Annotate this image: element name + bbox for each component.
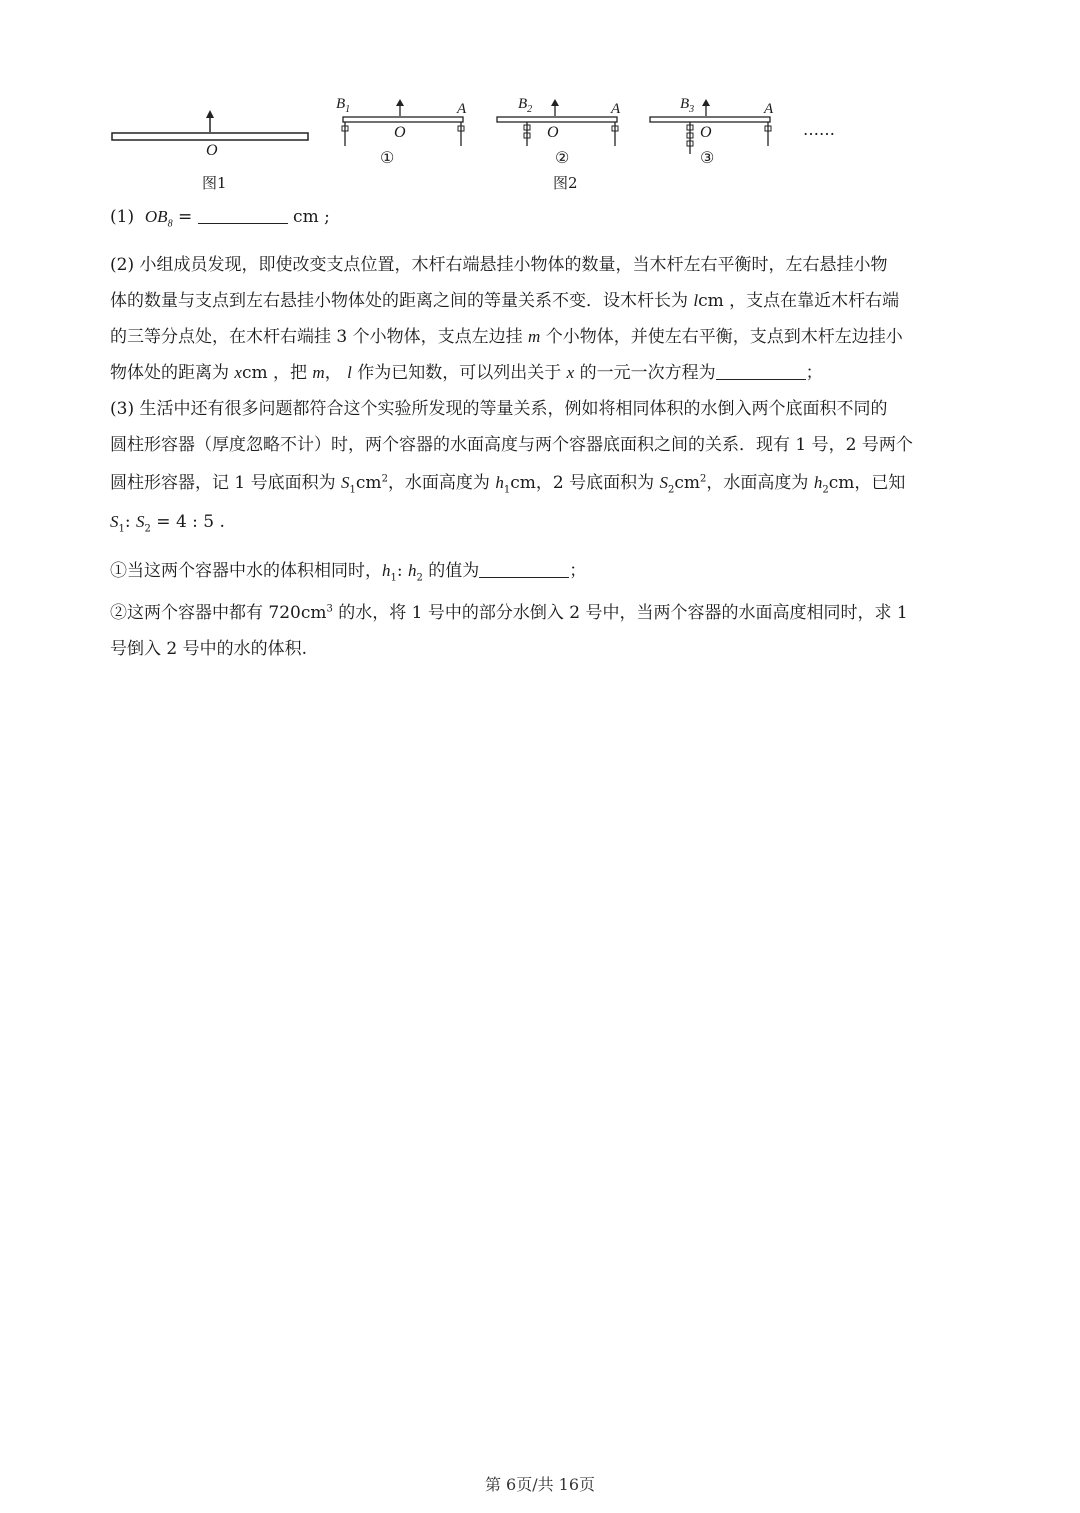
label-A-2: A [611,101,621,117]
rod-fig2-1 [343,117,463,122]
answer-blank-q1[interactable] [198,207,288,224]
answer-blank-q2[interactable] [716,363,806,380]
question-2-line-3: 的三等分点处，在木杆右端挂 3 个小物体，支点左边挂 m 个小物体，并使左右平衡，支点到木杆左边挂小 [110,327,903,347]
sub-figure-1-label: ① [380,148,395,167]
page-number: 第 6页/共 16页 [484,1475,596,1494]
label-B3: $B_3$ [680,96,695,115]
label-A-3: A [764,101,774,117]
label-O-fig1: O [206,142,218,159]
sub-question-2-line-1: ②这两个容器中都有 $720cm^3$ 的水，将 1 号中的部分水倒入 2 号中，当两个容器的水面高度相同时，求 1 [110,603,908,623]
sub-question-2-line-2: 号倒入 2 号中的水的体积. [110,639,308,659]
label-O-2: O [547,124,559,141]
question-3-line-3: 圆柱形容器，记 1 号底面积为 $S_1cm^2$，水面高度为 $h_1cm$，2 号底面积为 $S_2cm^2$，水面高度为 $h_2cm$，已知 [110,473,906,496]
answer-blank-q3-1[interactable] [479,561,569,578]
question-2-line-1: (2) 小组成员发现，即使改变支点位置，木杆右端悬挂小物体的数量，当木杆左右平衡时，左右悬挂小物 [110,255,888,275]
label-O-3: O [700,124,712,141]
question-1: (1) $OB_8$ = cm ; [110,207,330,230]
label-O-1: O [394,124,406,141]
ratio-line: $S_1$: $S_2 = 4$ : 5 . [110,512,225,535]
lever-figure [100,88,860,198]
rod-fig2-3 [650,117,770,122]
label-B2: $B_2$ [518,96,533,115]
sub-figure-3-label: ③ [700,148,715,167]
sub-question-1: ①当这两个容器中水的体积相同时，$h_1$: $h_2$ 的值为 ； [110,561,587,584]
question-3-line-1: (3) 生活中还有很多问题都符合这个实验所发现的等量关系，例如将相同体积的水倒入两个底面积不同的 [110,399,888,419]
question-2-line-2: 体的数量与支点到左右悬挂小物体处的距离之间的等量关系不变．设木杆长为 lcm ，支点在靠近木杆右端 [110,291,900,311]
fig1-caption: 图1 [202,174,227,192]
label-A-1: A [457,101,467,117]
rod-fig2-2 [497,117,617,122]
sub-figure-2-label: ② [555,148,570,167]
question-3-line-2: 圆柱形容器（厚度忽略不计）时，两个容器的水面高度与两个容器底面积之间的关系．现有 1 号，2 号两个 [110,435,913,455]
rod-fig1 [112,133,308,140]
question-2-line-4: 物体处的距离为 xcm ，把 m， l 作为已知数，可以列出关于 x 的一元一次方程为 ； [110,363,823,383]
pivot-arrowhead-fig1 [206,110,214,118]
label-B1: $B_1$ [336,96,351,115]
fig2-caption: 图2 [553,174,578,192]
figure-ellipsis: …… [803,120,835,139]
